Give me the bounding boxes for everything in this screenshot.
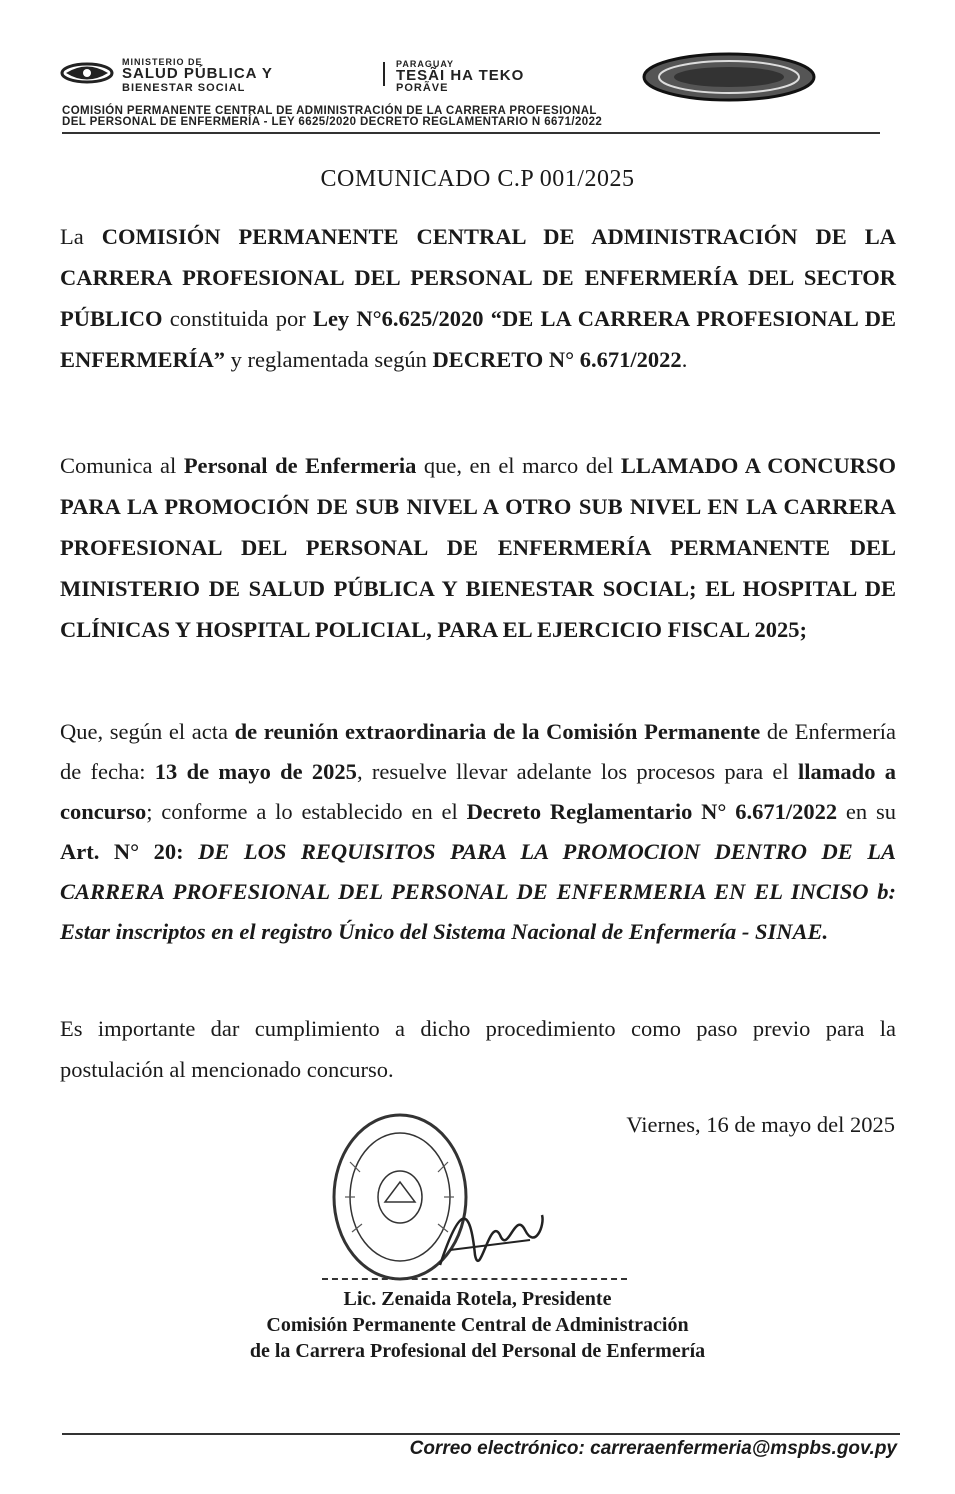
p3-bold-4: Decreto Reglamentario N° 6.671/2022 bbox=[466, 799, 838, 824]
header-divider bbox=[383, 62, 385, 86]
p1-bold-2: Ley N°6.625/2020 “DE LA CARRERA PROFESIONAL DE ENFERMERÍA” bbox=[60, 306, 896, 372]
letterhead bbox=[0, 0, 955, 140]
tesai-brand bbox=[396, 60, 524, 95]
p1-text-2: constituida por bbox=[162, 306, 313, 331]
p3-text-3: , resuelve llevar adelante los procesos para el bbox=[356, 759, 798, 784]
p3-text-4: ; conforme a lo establecido en el bbox=[146, 799, 467, 824]
p3-bold-5: Art. N° 20: bbox=[60, 839, 184, 864]
p3-bold-2: 13 de mayo de 2025 bbox=[154, 759, 357, 784]
p3-bold-3: llamado a concurso bbox=[60, 759, 896, 824]
signer-name: Lic. Zenaida Rotela, Presidente bbox=[343, 1288, 612, 1310]
paragraph-1 bbox=[60, 216, 896, 380]
p3-text-1: Que, según el acta bbox=[60, 719, 235, 744]
p3-italic-1: DE LOS REQUISITOS PARA LA PROMOCION DENTRO DE LA CARRERA PROFESIONAL DEL PERSONAL DE ENFERMERIA EN EL INCISO b: Estar inscriptos en el registro Único del Sistema Nacional de Enfermería - SINAE. bbox=[60, 839, 897, 944]
paragraph-3 bbox=[60, 712, 896, 952]
paragraph-4: Es importante dar cumplimiento a dicho procedimiento como paso previo para la postulación al mencionado concurso. bbox=[60, 1016, 896, 1082]
tesai-line2: PORÃVE bbox=[396, 82, 449, 94]
ministry-line2: BIENESTAR SOCIAL bbox=[122, 82, 246, 94]
p2-text-2: que, en el marco del bbox=[416, 453, 621, 478]
p1-text-3: y reglamentada según bbox=[225, 347, 433, 372]
p1-text-4: . bbox=[681, 347, 688, 372]
signer-title-2: de la Carrera Profesional del Personal de Enfermería bbox=[249, 1340, 706, 1362]
document-date: Viernes, 16 de mayo del 2025 bbox=[626, 1112, 895, 1137]
committee-line2: DEL PERSONAL DE ENFERMERÍA - LEY 6625/2020 DECRETO REGLAMENTARIO N 6671/2022 bbox=[62, 116, 603, 128]
committee-line1: COMISIÓN PERMANENTE CENTRAL DE ADMINISTRACIÓN DE LA CARRERA PROFESIONAL bbox=[62, 105, 597, 117]
footer-contact bbox=[410, 1438, 897, 1460]
ministry-small: MINISTERIO DE bbox=[122, 57, 203, 67]
tesai-line1: TESÃI HA TEKO bbox=[396, 67, 525, 84]
p2-text-1: Comunica al bbox=[60, 453, 184, 478]
ministry-name bbox=[122, 58, 273, 95]
paragraph-2 bbox=[60, 445, 896, 650]
p1-text-1: La bbox=[60, 224, 102, 249]
p1-bold-3: DECRETO N° 6.671/2022 bbox=[432, 347, 682, 372]
ministry-line1: SALUD PÚBLICA Y bbox=[122, 65, 273, 82]
commission-logo-icon bbox=[642, 52, 817, 102]
signature-line bbox=[322, 1278, 627, 1280]
footer-rule bbox=[62, 1433, 900, 1435]
p3-text-5: en su bbox=[837, 799, 896, 824]
p2-bold-2: LLAMADO A CONCURSO PARA LA PROMOCIÓN DE SUB NIVEL A OTRO SUB NIVEL EN LA CARRERA PROFESIONAL DEL PERSONAL DE ENFERMERÍA PERMANENTE DEL MINISTERIO DE SALUD PÚBLICA Y BIENESTAR SOCIAL; EL HOSPITAL DE CLÍNICAS Y HOSPITAL POLICIAL, PARA EL EJERCICIO FISCAL 2025; bbox=[60, 453, 896, 642]
p1-bold-1: COMISIÓN PERMANENTE CENTRAL DE ADMINISTRACIÓN DE LA CARRERA PROFESIONAL DEL PERSONAL DE ENFERMERÍA DEL SECTOR PÚBLICO bbox=[60, 224, 897, 331]
document-title: COMUNICADO C.P 001/2025 bbox=[320, 166, 635, 192]
p3-text-2: de Enfermería de fecha: bbox=[60, 719, 896, 784]
p3-bold-1: de reunión extraordinaria de la Comisión Permanente bbox=[234, 719, 761, 744]
header-rule bbox=[62, 132, 880, 134]
signature-icon bbox=[430, 1195, 550, 1285]
footer-email[interactable]: carreraenfermeria@mspbs.gov.py bbox=[590, 1438, 897, 1459]
footer-email-label: Correo electrónico: bbox=[409, 1438, 591, 1459]
committee-header bbox=[62, 106, 882, 128]
ministry-logo-icon bbox=[60, 62, 114, 84]
signer-title-1: Comisión Permanente Central de Administración bbox=[266, 1314, 689, 1336]
tesai-small: PARAGUAY bbox=[396, 59, 455, 69]
p2-bold-1: Personal de Enfermeria bbox=[183, 453, 417, 478]
